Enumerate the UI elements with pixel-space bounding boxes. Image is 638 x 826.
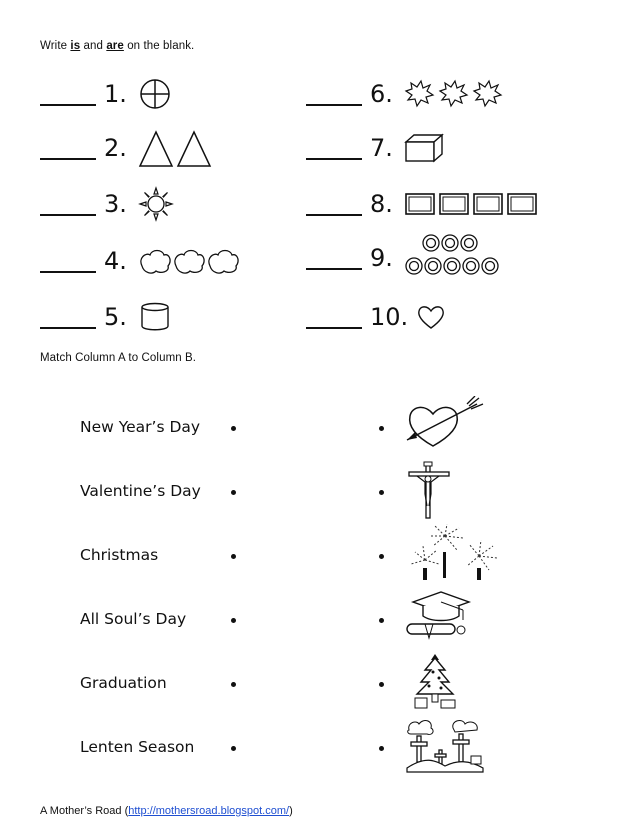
item-7 [306,130,444,166]
item-5 [40,299,172,335]
answer-blank[interactable] [306,305,362,329]
graves-icon [405,716,485,779]
match-row-3 [0,536,638,576]
word-are: are [106,40,124,52]
answer-blank[interactable] [306,246,362,270]
item-number: 7. [370,134,393,162]
item-number: 10. [370,303,409,331]
graduation-cap-icon [405,588,475,645]
item-4 [40,243,244,279]
christmas-tree-icon [405,652,465,717]
answer-blank[interactable] [40,249,96,273]
ring-icon [404,238,502,278]
column-b-dot[interactable] [379,554,384,559]
circle-quartered-icon [138,77,172,111]
column-a-item: Valentine’s Day [80,482,201,500]
footer-text: ) [289,805,293,817]
answer-blank[interactable] [306,136,362,160]
match-row-5 [0,664,638,704]
item-10 [306,299,446,335]
sun-icon [138,186,174,222]
column-b-dot[interactable] [379,746,384,751]
column-a-dot[interactable] [231,682,236,687]
answer-blank[interactable] [40,305,96,329]
answer-blank[interactable] [40,192,96,216]
starburst-icon [404,79,504,109]
column-b-dot[interactable] [379,490,384,495]
column-b-dot[interactable] [379,618,384,623]
instruction-write-is-are [40,40,194,52]
item-number: 3. [104,190,127,218]
item-8 [306,186,538,222]
item-number: 8. [370,190,393,218]
footer-credit [40,805,293,817]
column-a-item: All Soul’s Day [80,610,187,628]
column-a-dot[interactable] [231,426,236,431]
instruction-match: Match Column A to Column B. [40,352,197,364]
column-b-dot[interactable] [379,682,384,687]
instruction-text: and [83,40,104,52]
triangle-icon [138,128,218,168]
item-1 [40,76,172,112]
column-a-dot[interactable] [231,618,236,623]
fireworks-icon [405,524,505,589]
item-3 [40,186,174,222]
instruction-text: Write [40,40,68,52]
item-number: 2. [104,134,127,162]
answer-blank[interactable] [306,82,362,106]
square-icon [404,191,538,217]
column-a-dot[interactable] [231,746,236,751]
cloud-icon [138,246,244,276]
answer-blank[interactable] [40,82,96,106]
item-6 [306,76,504,112]
answer-blank[interactable] [40,136,96,160]
column-a-dot[interactable] [231,554,236,559]
footer-text: A Mother’s Road ( [40,805,129,817]
crucifix-icon [405,460,465,525]
item-number: 4. [104,247,127,275]
item-number: 5. [104,303,127,331]
item-number: 6. [370,80,393,108]
column-a-dot[interactable] [231,490,236,495]
item-9 [306,240,502,276]
column-a-item: New Year’s Day [80,418,201,436]
column-a-item: Lenten Season [80,738,195,756]
instruction-text: on the blank. [127,40,195,52]
match-row-2 [0,472,638,512]
answer-blank[interactable] [306,192,362,216]
match-row-4 [0,600,638,640]
footer-link[interactable]: http://mothersroad.blogspot.com/ [128,805,290,817]
heart-arrow-icon [405,396,485,457]
word-is: is [70,40,81,52]
match-row-6 [0,728,638,768]
column-a-item: Christmas [80,546,159,564]
heart-icon [416,303,446,331]
column-b-dot[interactable] [379,426,384,431]
match-row-1 [0,408,638,448]
cylinder-icon [138,301,172,333]
item-number: 1. [104,80,127,108]
item-2 [40,130,218,166]
column-a-item: Graduation [80,674,167,692]
item-number: 9. [370,244,393,272]
box-icon [404,132,444,164]
